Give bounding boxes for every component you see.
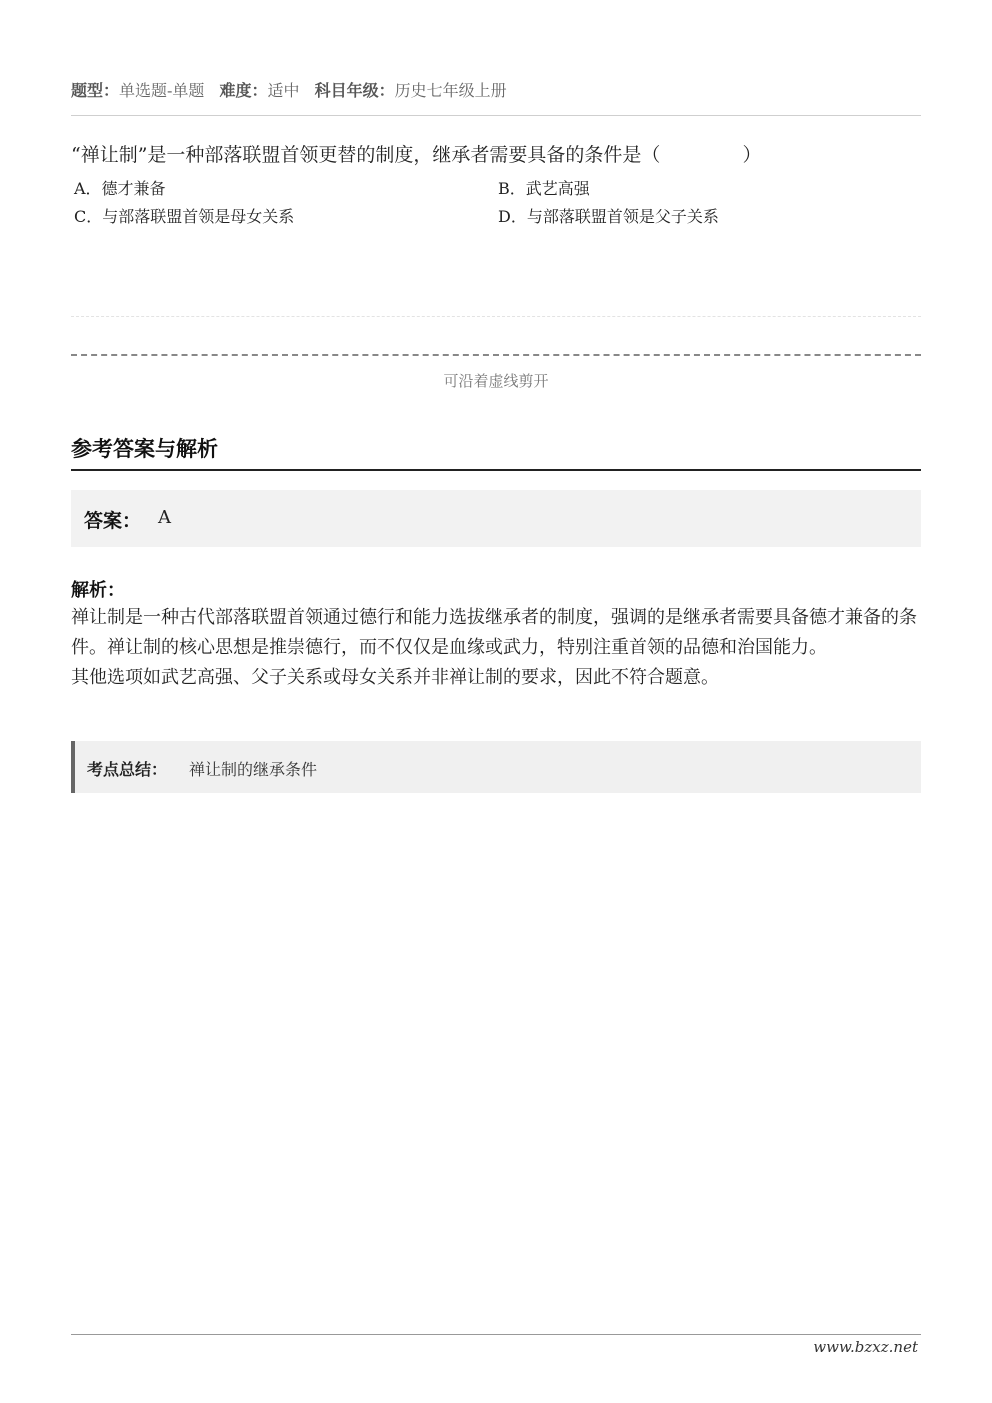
solution-divider xyxy=(71,469,921,471)
question-text: “禅让制”是一种部落联盟首领更替的制度，继承者需要具备的条件是（ xyxy=(71,144,661,166)
answer-label: 答案： xyxy=(84,510,142,532)
option-b: B．武艺高强 xyxy=(498,179,590,198)
footer-site: www.bzxz.net xyxy=(813,1338,918,1356)
keypoint-label: 考点总结： xyxy=(87,760,168,779)
analysis-body xyxy=(71,603,923,693)
type-label: 题型： xyxy=(71,81,120,100)
question-close-paren: ） xyxy=(742,144,762,166)
top-divider xyxy=(71,115,921,116)
analysis-paragraph-1: 禅让制是一种古代部落联盟首领通过德行和能力选拔继承者的制度，强调的是继承者需要具备德才兼备的条件。禅让制的核心思想是推崇德行，而不仅仅是血缘或武力，特别注重首领的品德和治国能力。 xyxy=(71,607,917,658)
question-stem xyxy=(71,140,921,167)
difficulty-value: 适中 xyxy=(267,81,300,100)
subject-value: 历史七年级上册 xyxy=(394,81,507,100)
keypoint-value: 禅让制的继承条件 xyxy=(189,760,318,779)
light-dashed-divider xyxy=(71,316,921,317)
type-value: 单选题-单题 xyxy=(119,81,205,100)
analysis-label: 解析： xyxy=(71,580,125,601)
solution-title: 参考答案与解析 xyxy=(71,437,218,461)
cut-hint: 可沿着虚线剪开 xyxy=(443,372,549,390)
subject-label: 科目年级： xyxy=(314,81,395,100)
answer-box xyxy=(71,490,921,547)
footer-divider xyxy=(71,1334,921,1335)
cut-line xyxy=(71,354,921,356)
option-c: C．与部落联盟首领是母女关系 xyxy=(74,207,295,226)
option-d: D．与部落联盟首领是父子关系 xyxy=(498,207,719,226)
answer-value: A xyxy=(158,507,171,528)
analysis-paragraph-2: 其他选项如武艺高强、父子关系或母女关系并非禅让制的要求，因此不符合题意。 xyxy=(71,667,719,688)
question-meta xyxy=(71,78,507,101)
difficulty-label: 难度： xyxy=(219,81,268,100)
option-a: A．德才兼备 xyxy=(74,179,166,198)
